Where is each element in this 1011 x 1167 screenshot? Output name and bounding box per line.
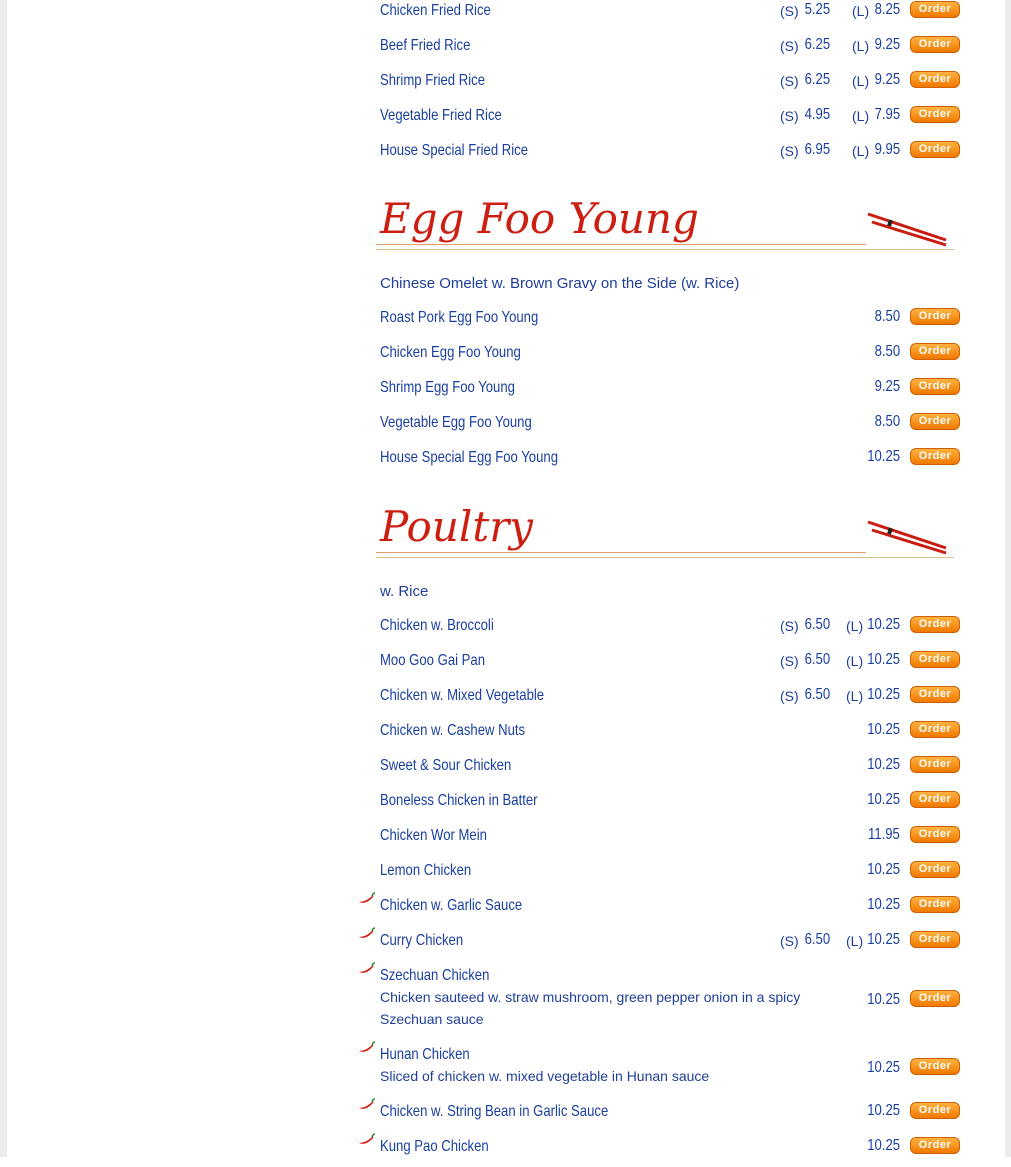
size-large-label: (L) <box>846 933 864 949</box>
order-button[interactable]: Order <box>910 448 960 465</box>
item-name: Lemon Chicken <box>380 862 472 879</box>
page-left-border <box>0 0 7 1157</box>
chili-pepper-icon <box>358 892 376 906</box>
menu-item-row <box>380 651 960 681</box>
price-small: 6.50 <box>804 931 830 948</box>
price-small: 4.95 <box>804 106 830 123</box>
price-large: 10.25 <box>867 686 900 703</box>
menu-item-row <box>380 1102 960 1132</box>
item-name: Roast Pork Egg Foo Young <box>380 309 539 326</box>
item-name: Curry Chicken <box>380 932 464 949</box>
page-right-border <box>1005 0 1011 1157</box>
price: 10.25 <box>867 991 900 1008</box>
price-large: 10.25 <box>867 931 900 948</box>
item-name: Chicken Egg Foo Young <box>380 344 521 361</box>
chili-pepper-icon <box>358 962 376 976</box>
order-button[interactable]: Order <box>910 861 960 878</box>
price: 10.25 <box>867 1059 900 1076</box>
order-button[interactable]: Order <box>910 36 960 53</box>
price: 10.25 <box>867 1102 900 1119</box>
section-title-poultry: Poultry <box>380 502 534 551</box>
order-button[interactable]: Order <box>910 141 960 158</box>
order-button[interactable]: Order <box>910 686 960 703</box>
size-small-label: (S) <box>780 618 799 634</box>
item-name: House Special Fried Rice <box>380 142 529 159</box>
menu-item-row <box>380 308 960 338</box>
price-small: 6.50 <box>804 651 830 668</box>
order-button[interactable]: Order <box>910 826 960 843</box>
price-large: 10.25 <box>867 651 900 668</box>
order-button[interactable]: Order <box>910 791 960 808</box>
menu-item-row <box>380 966 960 1040</box>
menu-item-row <box>380 826 960 856</box>
menu-item-row <box>380 36 960 66</box>
price-large: 9.25 <box>874 71 900 88</box>
price-small: 6.50 <box>804 616 830 633</box>
size-large-label: (L) <box>852 143 870 159</box>
item-name: Shrimp Egg Foo Young <box>380 379 515 396</box>
item-name: Hunan Chicken <box>380 1046 470 1063</box>
size-large-label: (L) <box>846 688 864 704</box>
order-button[interactable]: Order <box>910 990 960 1007</box>
size-large-label: (L) <box>852 108 870 124</box>
size-small-label: (S) <box>780 38 799 54</box>
order-button[interactable]: Order <box>910 931 960 948</box>
order-button[interactable]: Order <box>910 1058 960 1075</box>
order-button[interactable]: Order <box>910 343 960 360</box>
order-button[interactable]: Order <box>910 1 960 18</box>
order-button[interactable]: Order <box>910 71 960 88</box>
chili-pepper-icon <box>358 927 376 941</box>
menu-item-row <box>380 141 960 171</box>
size-small-label: (S) <box>780 3 799 19</box>
section-underline <box>376 244 866 245</box>
price-large: 7.95 <box>874 106 900 123</box>
price: 9.25 <box>874 378 900 395</box>
item-name: Chicken Fried Rice <box>380 2 491 19</box>
price: 10.25 <box>867 1137 900 1154</box>
chopsticks-icon <box>866 518 950 558</box>
price-small: 6.25 <box>804 36 830 53</box>
item-name: Sweet & Sour Chicken <box>380 757 512 774</box>
price-large: 8.25 <box>874 1 900 18</box>
menu-item-row <box>380 686 960 716</box>
price-large: 10.25 <box>867 616 900 633</box>
menu-item-row <box>380 106 960 136</box>
chili-pepper-icon <box>358 1133 376 1147</box>
price: 10.25 <box>867 896 900 913</box>
section-title-egg-foo-young: Egg Foo Young <box>380 194 699 243</box>
size-small-label: (S) <box>780 933 799 949</box>
menu-item-row <box>380 71 960 101</box>
item-name: Vegetable Egg Foo Young <box>380 414 532 431</box>
order-button[interactable]: Order <box>910 1137 960 1154</box>
price: 8.50 <box>874 308 900 325</box>
price-large: 9.25 <box>874 36 900 53</box>
order-button[interactable]: Order <box>910 378 960 395</box>
size-small-label: (S) <box>780 653 799 669</box>
item-name: Szechuan Chicken <box>380 967 490 984</box>
item-name: Chicken w. Mixed Vegetable <box>380 687 545 704</box>
menu-item-row <box>380 413 960 443</box>
menu-item-row <box>380 721 960 751</box>
item-name: Shrimp Fried Rice <box>380 72 485 89</box>
item-name: Chicken Wor Mein <box>380 827 487 844</box>
size-large-label: (L) <box>846 653 864 669</box>
size-large-label: (L) <box>852 73 870 89</box>
order-button[interactable]: Order <box>910 308 960 325</box>
order-button[interactable]: Order <box>910 896 960 913</box>
item-name: Chicken w. Garlic Sauce <box>380 897 523 914</box>
item-name: Kung Pao Chicken <box>380 1138 489 1155</box>
item-description: Chicken sauteed w. straw mushroom, green pepper onion in a spicy Szechuan sauce <box>380 989 801 1027</box>
price: 10.25 <box>867 448 900 465</box>
item-name: Boneless Chicken in Batter <box>380 792 538 809</box>
chopsticks-icon <box>866 210 950 250</box>
price: 10.25 <box>867 721 900 738</box>
menu-item-row <box>380 616 960 646</box>
order-button[interactable]: Order <box>910 616 960 633</box>
section-subtitle-poultry: w. Rice <box>380 583 429 600</box>
menu-item-row <box>380 378 960 408</box>
item-name: Beef Fried Rice <box>380 37 471 54</box>
size-small-label: (S) <box>780 688 799 704</box>
section-subtitle-egg-foo-young: Chinese Omelet w. Brown Gravy on the Side (w. Rice) <box>380 275 740 292</box>
size-large-label: (L) <box>852 38 870 54</box>
price: 10.25 <box>867 861 900 878</box>
menu-item-row <box>380 1 960 31</box>
price-small: 6.25 <box>804 71 830 88</box>
item-name: Chicken w. Cashew Nuts <box>380 722 526 739</box>
size-large-label: (L) <box>846 618 864 634</box>
order-button[interactable]: Order <box>910 1102 960 1119</box>
price: 10.25 <box>867 791 900 808</box>
item-name: Moo Goo Gai Pan <box>380 652 486 669</box>
order-button[interactable]: Order <box>910 106 960 123</box>
size-small-label: (S) <box>780 143 799 159</box>
item-description: Sliced of chicken w. mixed vegetable in Hunan sauce <box>380 1068 710 1084</box>
menu-item-row <box>380 343 960 373</box>
menu-item-row <box>380 1045 960 1097</box>
item-name: Chicken w. Broccoli <box>380 617 494 634</box>
price-small: 6.50 <box>804 686 830 703</box>
item-name: Chicken w. String Bean in Garlic Sauce <box>380 1103 609 1120</box>
price: 10.25 <box>867 756 900 773</box>
order-button[interactable]: Order <box>910 651 960 668</box>
item-name: Vegetable Fried Rice <box>380 107 502 124</box>
price: 8.50 <box>874 413 900 430</box>
size-large-label: (L) <box>852 3 870 19</box>
price-small: 6.95 <box>804 141 830 158</box>
order-button[interactable]: Order <box>910 413 960 430</box>
price-large: 9.95 <box>874 141 900 158</box>
menu-item-row <box>380 756 960 786</box>
section-underline <box>376 552 866 553</box>
size-small-label: (S) <box>780 73 799 89</box>
order-button[interactable]: Order <box>910 756 960 773</box>
item-name: House Special Egg Foo Young <box>380 449 558 466</box>
menu-item-row <box>380 896 960 926</box>
size-small-label: (S) <box>780 108 799 124</box>
chili-pepper-icon <box>358 1098 376 1112</box>
menu-item-row <box>380 448 960 478</box>
price: 8.50 <box>874 343 900 360</box>
menu-item-row <box>380 861 960 891</box>
order-button[interactable]: Order <box>910 721 960 738</box>
menu-item-row <box>380 1137 960 1167</box>
price-small: 5.25 <box>804 1 830 18</box>
menu-item-row <box>380 791 960 821</box>
chili-pepper-icon <box>358 1041 376 1055</box>
menu-item-row <box>380 931 960 961</box>
price: 11.95 <box>868 826 900 843</box>
